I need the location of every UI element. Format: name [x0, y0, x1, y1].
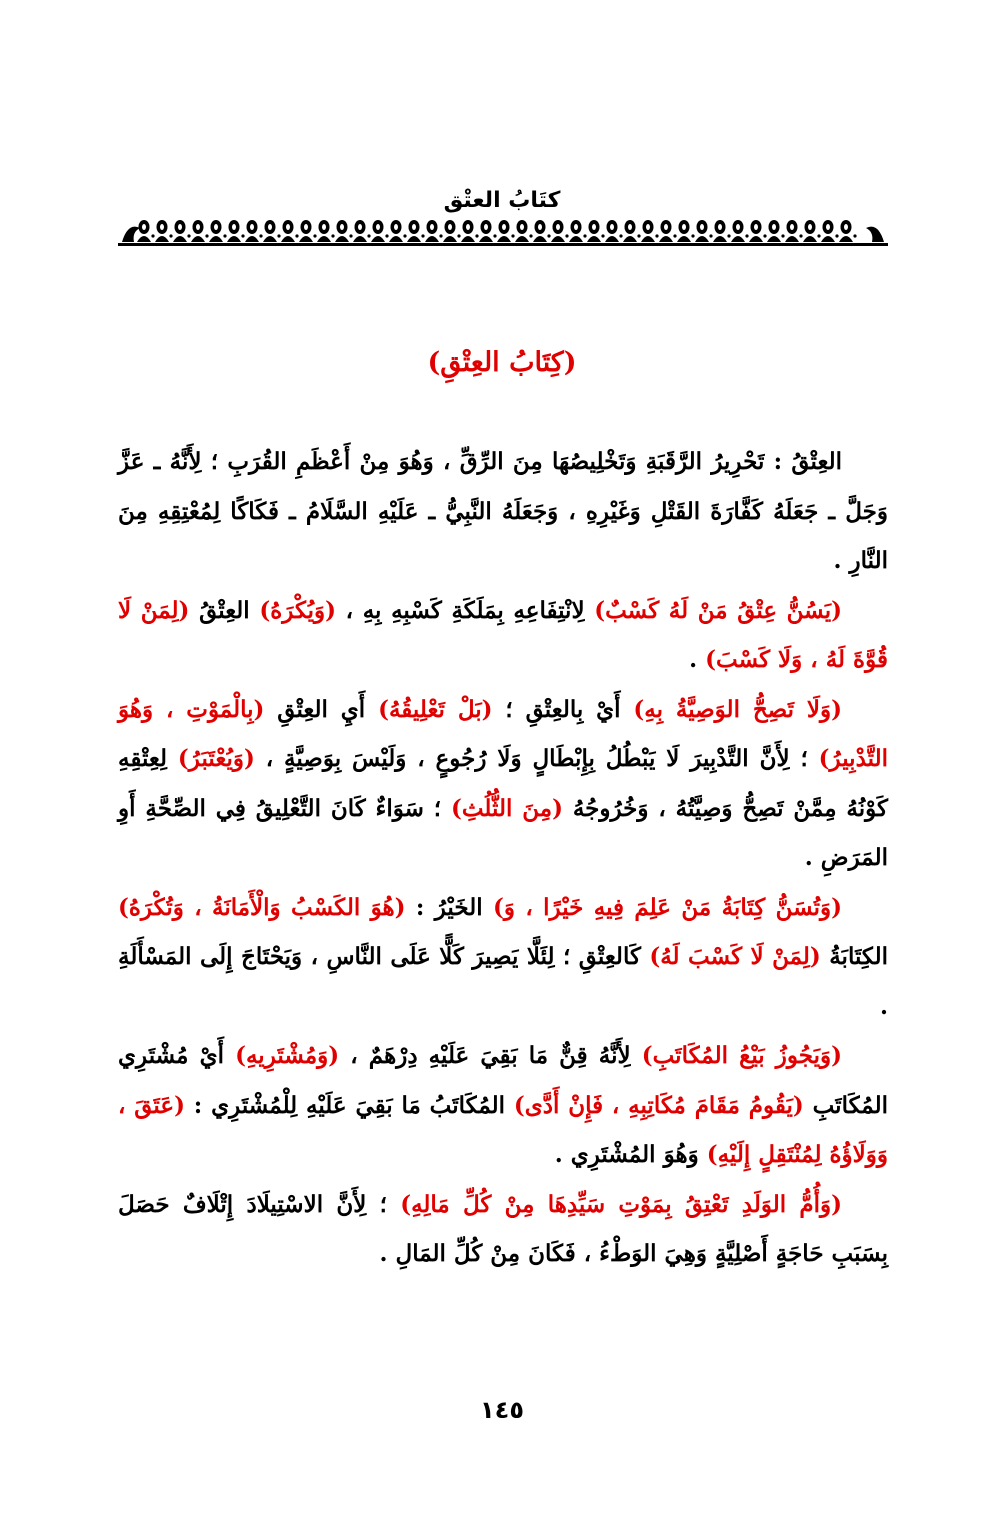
matn-text: (وَأُمُّ الوَلَدِ تَعْتِقُ بِمَوْتِ سَيِّدِهَا مِنْ كُلِّ مَالِهِ) [400, 1190, 842, 1218]
paragraph [118, 437, 888, 586]
main-text [118, 437, 888, 1279]
commentary-text: أَيِ العِتْقِ [264, 695, 379, 723]
paragraph [118, 1031, 888, 1180]
commentary-text: أَيْ مُشْتَرِي المُكَاتَبِ [118, 1042, 888, 1119]
commentary-text: كَالعِتْقِ ؛ لِئَلَّا يَصِيرَ كَلًّا عَلَى النَّاسِ ، وَيَحْتَاجَ إِلَى المَسْأَلَةِ . [118, 943, 888, 1020]
commentary-text: ؛ لِأَنَّ التَّدْبِيرَ لَا يَبْطُلُ بِإِبْطَالٍ وَلَا رُجُوعٍ ، وَلَيْسَ بِوَصِيَّةٍ ، [254, 745, 819, 772]
commentary-text: ؛ سَوَاءٌ كَانَ التَّعْلِيقُ فِي الصِّحَّةِ أَوِ المَرَضِ . [118, 794, 888, 871]
commentary-text: لِعِتْقِهِ كَوْنُهُ مِمَّنْ تَصِحُّ وَصِيَّتُهُ ، وَخُرُوجُهُ [118, 745, 888, 822]
matn-text: (وَلَا تَصِحُّ الوَصِيَّةُ بِهِ) [633, 695, 843, 723]
paragraph [118, 586, 888, 685]
section-title: (كِتَابُ العِتْقِ) [427, 347, 577, 378]
commentary-text: ؛ لِأَنَّ الاسْتِيلَادَ إِتْلَافٌ حَصَلَ بِسَبَبِ حَاجَةٍ أَصْلِيَّةٍ وَهِيَ الوَطْءُ ، فَكَانَ مِنْ كُلِّ المَالِ . [118, 1190, 888, 1267]
commentary-text: المُكَاتَبُ مَا بَقِيَ عَلَيْهِ لِلْمُشْتَرِي : [184, 1091, 514, 1119]
matn-text: (بَلْ تَعْلِيقُهُ) [378, 695, 493, 723]
commentary-text: لِانْتِفَاعِهِ بِمَلَكَةِ كَسْبِهِ بِهِ ، [336, 596, 595, 624]
commentary-text: الخَيْرُ : [405, 893, 493, 921]
matn-text: (بِالْمَوْتِ ، وَهُوَ التَّدْبِيرُ) [118, 695, 888, 772]
matn-text: (وَيَجُوزُ بَيْعُ المُكَاتَبِ) [641, 1042, 842, 1069]
commentary-text: أَيْ بِالعِتْقِ ؛ [492, 695, 634, 723]
matn-text: (وَتُسَنُّ كِتَابَةُ مَنْ عَلِمَ فِيهِ خَيْرًا ، وَ) [492, 893, 842, 921]
paragraph [118, 1180, 888, 1279]
matn-text: (يَسُنُّ عِتْقُ مَنْ لَهُ كَسْبٌ) [594, 596, 842, 624]
paragraph [118, 685, 888, 883]
matn-text: (وَيُكْرَهُ) [259, 596, 337, 624]
running-head: كتَابُ العتْق [443, 188, 561, 213]
matn-text: (وَمُشْتَرِيهِ) [235, 1042, 340, 1069]
paragraph [118, 883, 888, 1032]
commentary-text: الكِتَابَةُ [820, 943, 888, 970]
matn-text: (لِمَنْ لَا قُوَّةَ لَهُ ، وَلَا كَسْبَ) [118, 596, 888, 673]
matn-text: (لِمَنْ لَا كَسْبَ لَهُ) [649, 943, 821, 970]
ornament-graphic [118, 214, 888, 250]
commentary-text: وَهُوَ المُشْتَرِي . [554, 1141, 707, 1168]
matn-text: (يَقُومُ مَقَامَ مُكَاتِبِهِ ، فَإِنْ أَدَّى) [513, 1091, 804, 1119]
ornamental-border [118, 214, 888, 250]
commentary-text: لِأَنَّهُ قِنٌّ مَا بَقِيَ عَلَيْهِ دِرْهَمٌ ، [339, 1042, 642, 1069]
commentary-text: العِتْقُ [189, 596, 260, 624]
commentary-text: . [689, 646, 706, 673]
matn-text: (هُوَ الكَسْبُ وَالْأَمَانَةُ ، وَتُكْرَهُ) [118, 893, 406, 921]
commentary-text: العِتْقُ : تَحْرِيرُ الرَّقَبَةِ وَتَخْلِيصُهَا مِنَ الرِّقِّ ، وَهُوَ مِنْ أَعْظَمِ القُرَبِ ؛ لِأَنَّهُ ـ عَزَّ وَجَلَّ ـ جَعَلَهُ كَفَّارَةَ القَتْلِ وَغَيْرِهِ ، وَجَعَلَهُ النَّبِيُّ ـ عَلَيْهِ السَّلَامُ ـ فَكَاكًا لِمُعْتِقِهِ مِنَ النَّارِ . [118, 448, 888, 574]
matn-text: (عَتَقَ ، وَوَلَاؤُهُ لِمُنْتَقِلٍ إِلَيْهِ) [118, 1091, 888, 1168]
page-number: ١٤٥ [480, 1396, 524, 1424]
matn-text: (وَيُعْتَبَرُ) [177, 745, 255, 772]
matn-text: (مِنَ الثُّلُثِ) [450, 794, 563, 822]
